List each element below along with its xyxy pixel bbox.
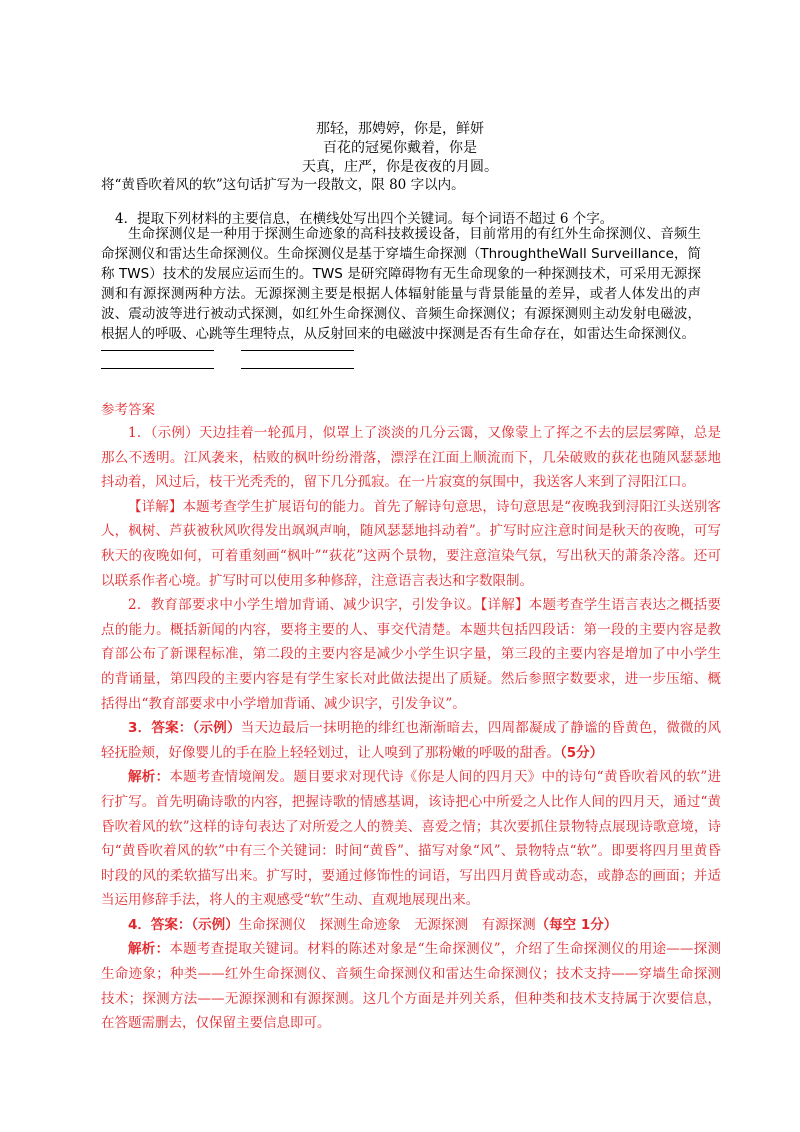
answer-1: 1．（示例）天边挂着一轮孤月，似罩上了淡淡的几分云霭，又像蒙上了挥之不去的层层雾障，总是那么不透明。江风袭来，枯败的枫叶纷纷滑落，漂浮在江面上顺流而下，几朵破败的荻花也随风瑟瑟地抖动着，风过后，枝干光秃秃的，留下几分孤寂。在一片寂寞的氛围中，我送客人来到了浔阳江口。 <box>101 425 721 491</box>
answer-4: 4．答案：（示例）生命探测仪 探测生命迹象 无源探测 有源探测（每空 1分） <box>128 916 618 933</box>
answers-body <box>101 421 721 1036</box>
question-4-prompt: 4．提取下列材料的主要信息，在横线处写出四个关键词。每个词语不超过 6 个字。 <box>115 211 614 227</box>
poem-line-3: 天真，庄严，你是夜夜的月圆。 <box>302 159 498 175</box>
answer-blank-4[interactable] <box>241 368 354 369</box>
poem-line-2: 百花的冠冕你戴着，你是 <box>323 140 477 156</box>
answer-blank-2[interactable] <box>241 350 354 351</box>
answer-blank-3[interactable] <box>101 368 214 369</box>
answer-blank-1[interactable] <box>101 350 214 351</box>
question-3-prompt: 将“黄昏吹着风的软”这句话扩写为一段散文，限 80 字以内。 <box>101 177 465 193</box>
question-4-material: 生命探测仪是一种用于探测生命迹象的高科技救援设备，目前常用的有红外生命探测仪、音频生命探测仪和雷达生命探测仪。生命探测仪是基于穿墙生命探测（ThroughtheWall Surveillance，简称 TWS）技术的发展应运而生的。TWS 是研究障碍物有无生命现象的一种探测技术，可采用无源探测和有源探测两种方法。无源探测主要是根据人体辐射能量与背景能量的差异，或者人体发出的声波、震动波等进行被动式探测，如红外生命探测仪、音频生命探测仪；有源探测则主动发射电磁波，根据人的呼吸、心跳等生理特点，从反射回来的电磁波中探测是否有生命存在，如雷达生命探测仪。 <box>101 226 701 342</box>
answer-3: 3．答案：（示例）当天边最后一抹明艳的绯红也渐渐暗去，四周都凝成了静谧的昏黄色，微微的风轻抚脸颊，好像婴儿的手在脸上轻轻划过，让人嗅到了那粉嫩的呼吸的甜香。（5分） <box>101 720 722 761</box>
answer-1-detail: 【详解】本题考查学生扩展语句的能力。首先了解诗句意思，诗句意思是“夜晚我到浔阳江头送别客人，枫树、芦荻被秋风吹得发出飒飒声响，随风瑟瑟地抖动着”。扩写时应注意时间是秋天的夜晚，可写秋天的夜晚如何，可着重刻画“枫叶”“荻花”这两个景物，要注意渲染气氛，写出秋天的萧条冷落。还可以联系作者心境。扩写时可以使用多种修辞，注意语言表达和字数限制。 <box>101 498 722 589</box>
answer-4-analysis: 解析：本题考查提取关键词。材料的陈述对象是“生命探测仪”，介绍了生命探测仪的用途——探测生命迹象；种类——红外生命探测仪、音频生命探测仪和雷达生命探测仪；技术支持——穿墙生命探测技术；探测方法——无源探测和有源探测。这几个方面是并列关系，但种类和技术支持属于次要信息，在答题需删去，仅保留主要信息即可。 <box>101 941 721 1032</box>
answers-heading: 参考答案 <box>101 402 155 418</box>
answer-2: 2．教育部要求中小学生增加背诵、减少识字，引发争议。【详解】本题考查学生语言表达之概括要点的能力。概括新闻的内容，要将主要的人、事交代清楚。本题共包括四段话：第一段的主要内容是教育部公布了新课程标准，第二段的主要内容是减少小学生识字量，第三段的主要内容是增加了中小学生的背诵量，第四段的主要内容是有学生家长对此做法提出了质疑。然后参照字数要求，进一步压缩、概括得出“教育部要求中小学增加背诵、减少识字，引发争议”。 <box>101 597 722 712</box>
poem-line-1: 那轻，那娉婷，你是，鲜妍 <box>316 121 484 137</box>
answer-3-analysis: 解析：本题考查情境阐发。题目要求对现代诗《你是人间的四月天》中的诗句“黄昏吹着风的软”进行扩写。首先明确诗歌的内容，把握诗歌的情感基调，该诗把心中所爱之人比作人间的四月天，通过“黄昏吹着风的软”这样的诗句表达了对所爱之人的赞美、喜爱之情；其次要抓住景物特点展现诗歌意境，诗句“黄昏吹着风的软”中有三个关键词：时间“黄昏”、描写对象“风”、景物特点“软”。即要将四月里黄昏时段的风的柔软描写出来。扩写时，要通过修饰性的词语，写出四月黄昏或动态，或静态的画面；并适当运用修辞手法，将人的主观感受“软”生动、直观地展现出来。 <box>101 769 721 909</box>
